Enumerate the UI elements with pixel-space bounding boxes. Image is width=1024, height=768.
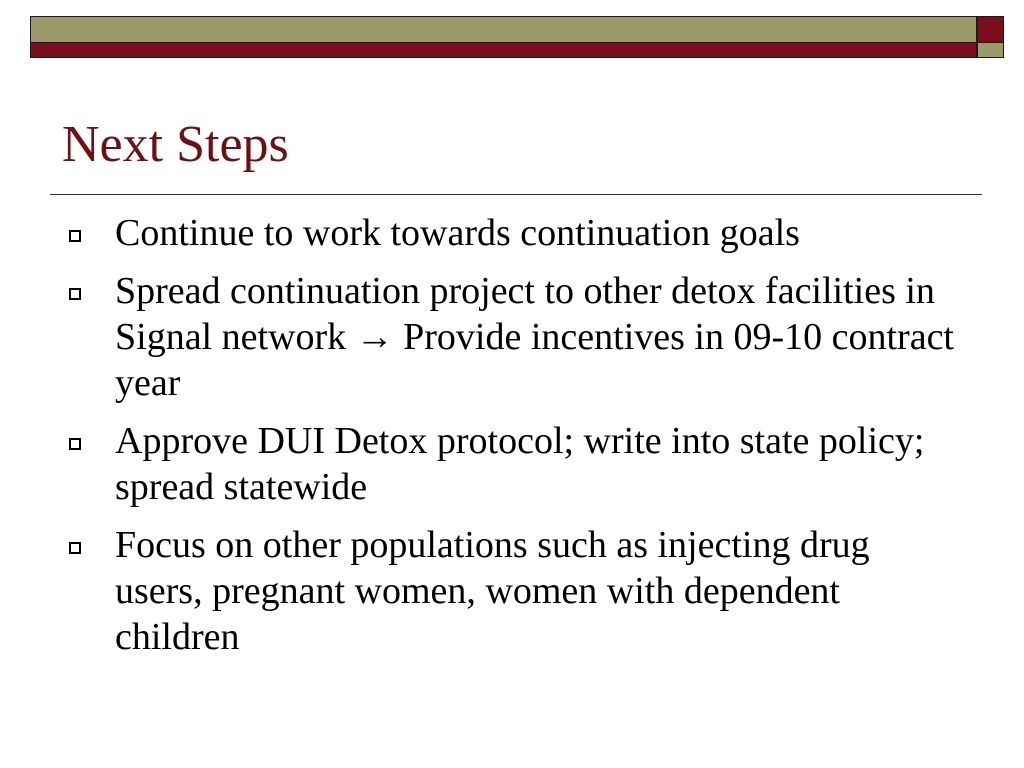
header-band-maroon (30, 42, 977, 58)
hollow-square-bullet-icon (69, 438, 81, 450)
bullet-item (62, 210, 962, 256)
bullet-text: Spread continuation project to other detox facilities in Signal network → Provide incentives in 09-10 contract year (115, 270, 954, 404)
bullet-item (62, 268, 962, 406)
corner-square-maroon (977, 16, 1004, 43)
title-divider (50, 194, 982, 195)
slide-title: Next Steps (62, 116, 289, 173)
bullet-text: Continue to work towards continuation goals (115, 212, 800, 254)
bullet-item (62, 418, 962, 510)
bullet-text: Focus on other populations such as injecting drug users, pregnant women, women with dependent children (115, 524, 870, 658)
bullet-list (62, 210, 962, 672)
hollow-square-bullet-icon (69, 230, 81, 242)
bullet-text: Approve DUI Detox protocol; write into state policy; spread statewide (115, 420, 925, 508)
header-band-olive (30, 16, 977, 43)
hollow-square-bullet-icon (69, 542, 81, 554)
corner-square-olive (977, 42, 1004, 58)
hollow-square-bullet-icon (69, 288, 81, 300)
bullet-item (62, 522, 962, 660)
